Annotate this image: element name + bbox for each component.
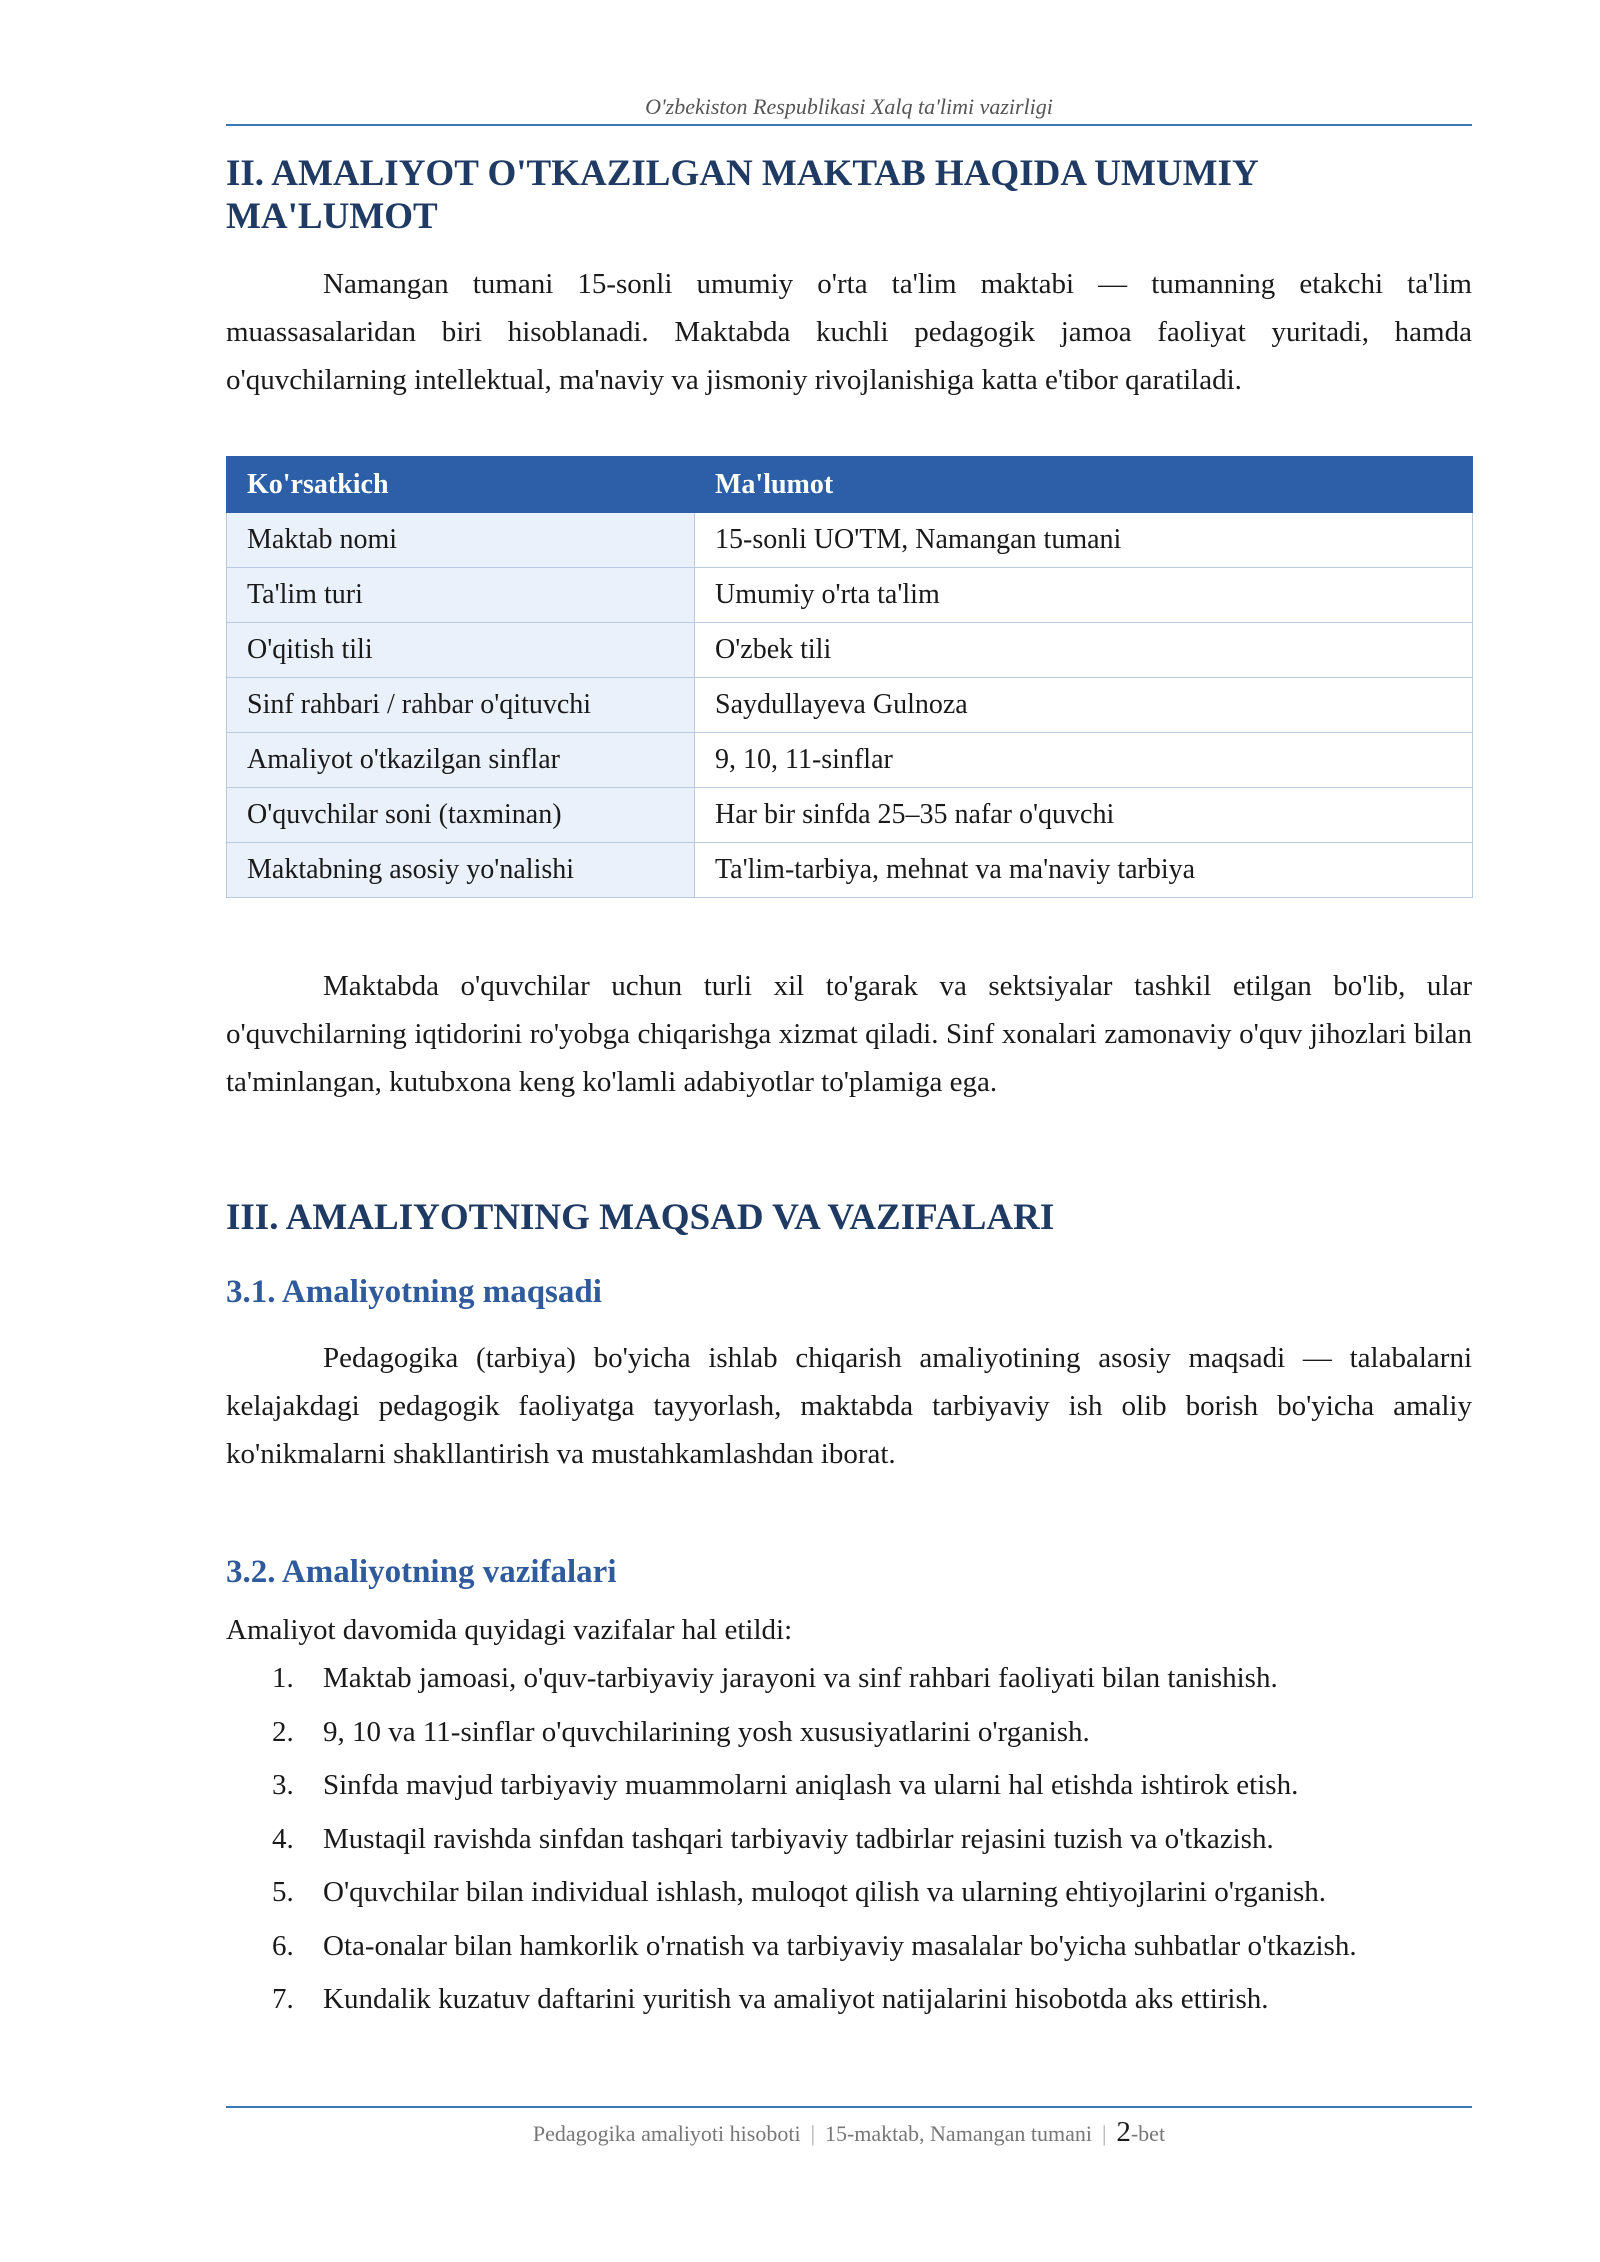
list-item <box>226 1706 1472 1760</box>
table-cell-key: Maktabning asosiy yo'nalishi <box>227 843 695 898</box>
table-row <box>227 843 1473 898</box>
list-item-number: 2. <box>272 1715 294 1748</box>
tasks-list <box>226 1652 1472 2027</box>
list-item <box>226 1866 1472 1920</box>
table-cell-key: O'qitish tili <box>227 623 695 678</box>
list-item <box>226 1920 1472 1974</box>
table-header-row <box>227 457 1473 513</box>
list-item-text: O'quvchilar bilan individual ishlash, muloqot qilish va ularning ehtiyojlarini o'rganish. <box>323 1876 1327 1908</box>
footer-rule <box>226 2106 1472 2108</box>
list-item-number: 3. <box>272 1769 294 1801</box>
list-item-text: Maktab jamoasi, o'quv-tarbiyaviy jarayoni va sinf rahbari faoliyati bilan tanishish. <box>323 1662 1278 1694</box>
list-item-number: 4. <box>272 1822 294 1855</box>
tasks-heading: 3.2. Amaliyotning vazifalari <box>226 1554 617 1590</box>
table-cell-key: Ta'lim turi <box>227 568 695 623</box>
list-item-number: 7. <box>272 1983 294 2015</box>
table-cell-key: Maktab nomi <box>227 513 695 568</box>
list-item-text: Mustaqil ravishda sinfdan tashqari tarbiyaviy tadbirlar rejasini tuzish va o'tkazish. <box>323 1822 1274 1855</box>
list-item-number: 5. <box>272 1876 294 1908</box>
table-cell-key: O'quvchilar soni (taxminan) <box>227 788 695 843</box>
list-item-text: Ota-onalar bilan hamkorlik o'rnatish va tarbiyaviy masalalar bo'yicha suhbatlar o'tkazish. <box>323 1929 1357 1962</box>
list-item-number: 6. <box>272 1929 294 1962</box>
table-cell-key: Amaliyot o'tkazilgan sinflar <box>227 733 695 788</box>
tasks-intro: Amaliyot davomida quyidagi vazifalar hal etildi: <box>226 1614 793 1646</box>
list-item-text: 9, 10 va 11-sinflar o'quvchilarining yosh xususiyatlarini o'rganish. <box>323 1715 1090 1748</box>
list-item <box>226 1813 1472 1867</box>
page-suffix: -bet <box>1130 2121 1166 2146</box>
header-rule <box>226 124 1472 126</box>
table-cell-value: Har bir sinfda 25–35 nafar o'quvchi <box>695 788 1473 843</box>
list-item-text: Sinfda mavjud tarbiyaviy muammolarni aniqlash va ularni hal etishda ishtirok etish. <box>323 1769 1299 1801</box>
goal-heading: 3.1. Amaliyotning maqsadi <box>226 1274 602 1310</box>
section-2-title: II. AMALIYOT O'TKAZILGAN MAKTAB HAQIDA UMUMIY MA'LUMOT <box>226 153 1258 237</box>
page-footer <box>226 2116 1472 2149</box>
goal-text: Pedagogika (tarbiya) bo'yicha ishlab chiqarish amaliyotining asosiy maqsadi — talabalarni kelajakdagi pedagogik faoliyatga tayyorlash, maktabda tarbiyaviy ish olib borish bo'yicha amaliy ko'nikmalarni shakllantirish va mustahkamlashdan iborat. <box>226 1342 1472 1470</box>
table-cell-value: Ta'lim-tarbiya, mehnat va ma'naviy tarbiya <box>695 843 1473 898</box>
list-item-text: Kundalik kuzatuv daftarini yuritish va amaliyot natijalarini hisobotda aks ettirish. <box>323 1983 1269 2015</box>
table-row <box>227 788 1473 843</box>
list-item <box>226 1652 1472 1706</box>
table-cell-value: 15-sonli UO'TM, Namangan tumani <box>695 513 1473 568</box>
table-cell-value: 9, 10, 11-sinflar <box>695 733 1473 788</box>
table-row <box>227 568 1473 623</box>
table-header-info: Ma'lumot <box>695 457 1473 513</box>
footer-school: 15-maktab, Namangan tumani <box>824 2121 1092 2146</box>
section-2-intro: Namangan tumani 15-sonli umumiy o'rta ta'lim maktabi — tumanning etakchi ta'lim muassasalaridan biri hisoblanadi. Maktabda kuchli pedagogik jamoa faoliyat yuritadi, hamda o'quvchilarning intellektual, ma'naviy va jismoniy rivojlanishiga katta e'tibor qaratiladi. <box>226 268 1472 396</box>
list-item <box>226 1759 1472 1813</box>
table-row <box>227 733 1473 788</box>
footer-report-title: Pedagogika amaliyoti hisoboti <box>532 2121 801 2146</box>
running-header: O'zbekiston Respublikasi Xalq ta'limi vazirligi <box>645 94 1053 119</box>
table-row <box>227 678 1473 733</box>
table-cell-value: Umumiy o'rta ta'lim <box>695 568 1473 623</box>
school-info-table <box>226 456 1473 898</box>
table-row <box>227 513 1473 568</box>
footer-separator: | <box>1101 2121 1107 2146</box>
footer-separator: | <box>810 2121 815 2146</box>
table-header-indicator: Ko'rsatkich <box>227 457 695 513</box>
list-item <box>226 1973 1472 2027</box>
list-item-number: 1. <box>272 1662 294 1694</box>
section-3-title: III. AMALIYOTNING MAQSAD VA VAZIFALARI <box>226 1197 1055 1238</box>
table-cell-key: Sinf rahbari / rahbar o'qituvchi <box>227 678 695 733</box>
table-cell-value: Saydullayeva Gulnoza <box>695 678 1473 733</box>
table-row <box>227 623 1473 678</box>
page-number: 2 <box>1116 2116 1131 2148</box>
table-cell-value: O'zbek tili <box>695 623 1473 678</box>
section-2-outro: Maktabda o'quvchilar uchun turli xil to'garak va sektsiyalar tashkil etilgan bo'lib, ular o'quvchilarning iqtidorini ro'yobga chiqarishga xizmat qiladi. Sinf xonalari zamonaviy o'quv jihozlari bilan ta'minlangan, kutubxona keng ko'lamli adabiyotlar to'plamiga ega. <box>226 970 1472 1098</box>
